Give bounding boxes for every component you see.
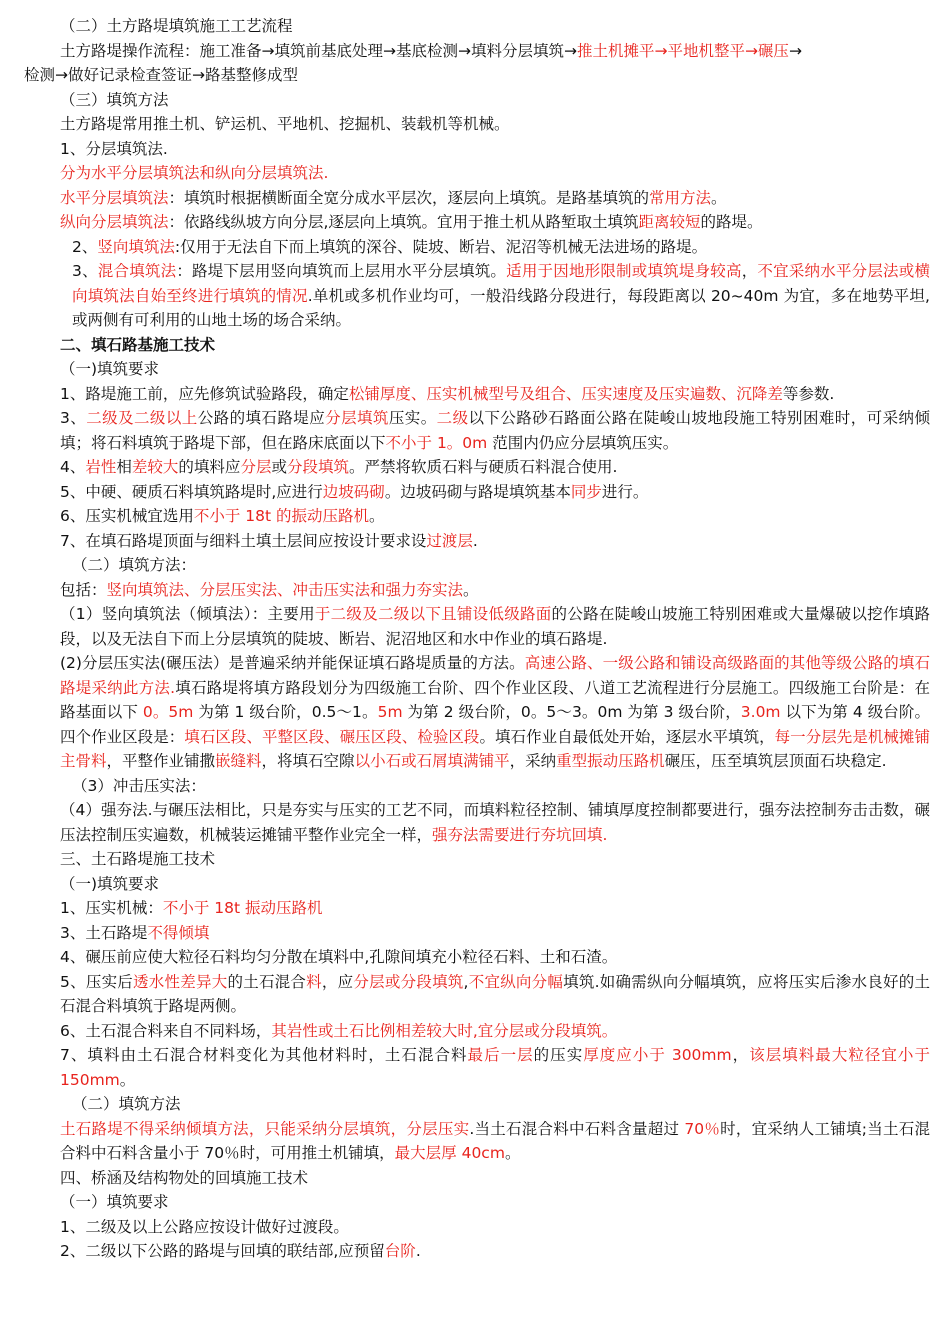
highlighted-text: 距离较短 <box>638 213 701 231</box>
text-run: 6、压实机械宜选用 <box>60 507 194 525</box>
highlighted-text: 混合填筑法 <box>97 262 177 280</box>
paragraph <box>24 847 930 872</box>
paragraph <box>24 137 930 162</box>
text-run: 的压实 <box>533 1046 584 1064</box>
paragraph <box>24 1215 930 1240</box>
highlighted-text: 过渡层 <box>426 531 473 550</box>
paragraph <box>24 480 930 505</box>
highlighted-text: 分层填筑 <box>325 409 389 427</box>
text-run: 压实。 <box>388 409 437 427</box>
text-run: 3、土石路堤 <box>60 923 148 942</box>
paragraph <box>24 1092 930 1117</box>
text-run: 的公路在陡峻山坡施工特别困难或大量爆破以挖作填路段，以及无法自下而上分层填筑的陡坡、断岩、泥沼地区和水中作业的填石路堤. <box>60 605 930 648</box>
text-run: 1、分层填筑法. <box>60 139 168 158</box>
highlighted-text: 厚度应小于 300mm <box>583 1046 732 1064</box>
text-run: 。填石作业自最低处开始，逐层水平填筑， <box>479 727 775 746</box>
highlighted-text: 分为水平分层填筑法和纵向分层填筑法. <box>60 164 329 182</box>
highlighted-text: 最大层厚 40cm <box>394 1144 505 1162</box>
highlighted-text: 常用方法 <box>649 188 712 207</box>
highlighted-text: 分段填筑 <box>286 458 349 476</box>
paragraph <box>24 186 930 211</box>
text-run: 二、填石路基施工技术 <box>60 335 216 354</box>
text-run: 1、路堤施工前，应先修筑试验路段，确定 <box>60 384 349 403</box>
highlighted-text: 二级 <box>436 409 469 427</box>
text-run: 以下公路砂石路面公路在陡峻山坡地段施工特别困难时，可采纳倾填；将石料填筑于路堤下部，但在路床底面以下 <box>60 409 930 452</box>
text-run: ：填筑时根据横断面全宽分成水平层次，逐层向上填筑。是路基填筑的 <box>168 188 650 207</box>
text-run: 2、 <box>72 237 98 256</box>
highlighted-text: 5m <box>377 703 403 721</box>
highlighted-text: 适用于因地形限制或填筑堤身较高 <box>506 262 742 280</box>
highlighted-text: 台阶 <box>384 1242 416 1260</box>
paragraph <box>24 798 930 847</box>
paragraph <box>24 553 930 578</box>
text-run: 填筑.如确需纵向分幅填筑，应将压实后渗水良好的土石混合料填筑于路堤两侧。 <box>60 972 930 1015</box>
text-run: 4、 <box>60 458 86 476</box>
highlighted-text: 纵向分层填筑法 <box>60 213 169 231</box>
document-body <box>24 14 930 1264</box>
highlighted-text: 不得倾填 <box>147 923 210 942</box>
highlighted-text: 土石路堤不得采纳倾填方法，只能采纳分层填筑，分层压实 <box>60 1119 470 1138</box>
highlighted-text: 以小石或石屑填满铺平 <box>354 752 510 770</box>
text-run: ，应 <box>321 972 354 991</box>
paragraph <box>24 357 930 382</box>
paragraph <box>24 88 930 113</box>
paragraph <box>24 1190 930 1215</box>
text-run: （一)填筑要求 <box>60 360 160 378</box>
text-run: 7、填料由土石混合材料变化为其他材料时，土石混合料 <box>60 1046 468 1064</box>
paragraph <box>24 1019 930 1044</box>
text-run: 三、土石路堤施工技术 <box>60 850 216 868</box>
text-run: 3、 <box>72 262 98 280</box>
text-run: 6、土石混合料来自不同料场， <box>60 1021 272 1040</box>
paragraph <box>24 39 930 64</box>
highlighted-text: 分层或分段填筑 <box>353 972 464 991</box>
highlighted-text: 二级及二级以上 <box>86 409 198 427</box>
text-run: 碾压，压至填筑层顶面石块稳定. <box>664 752 887 770</box>
text-run: :仅用于无法自下而上填筑的深谷、陡坡、断岩、泥沼等机械无法进场的路堤。 <box>174 237 708 256</box>
paragraph <box>24 210 930 235</box>
highlighted-text: 3.0m <box>740 703 781 721</box>
text-run: .单机或多机作业均可，一般沿线路分段进行，每段距离以 20~40m 为宜，多在地势平坦,或两侧有可利用的山地土场的场合采纳。 <box>72 286 930 329</box>
text-run: 。 <box>504 1144 521 1162</box>
paragraph <box>24 455 930 480</box>
text-run: 3、 <box>60 409 87 427</box>
highlighted-text: 嵌缝料 <box>215 752 262 770</box>
highlighted-text: 强夯法需要进行夯坑回填. <box>432 825 608 844</box>
text-run: （二）填筑方法： <box>72 556 197 574</box>
text-run: 四、桥涵及结构物处的回填施工技术 <box>60 1168 309 1187</box>
paragraph <box>24 1117 930 1166</box>
text-run: 为第 2 级台阶，0。5～3。0m 为第 3 级台阶， <box>402 703 741 721</box>
paragraph <box>24 1239 930 1264</box>
text-run: 。 <box>463 580 479 599</box>
paragraph <box>24 872 930 897</box>
text-run: ：路堤下层用竖向填筑而上层用水平分层填筑。 <box>176 262 507 280</box>
text-run: 的土石混合 <box>227 972 307 991</box>
text-run: 土方路堤常用推土机、铲运机、平地机、挖掘机、装载机等机械。 <box>60 115 510 133</box>
highlighted-text: 填石区段、平整区段、碾压区段、检验区段 <box>184 727 480 746</box>
paragraph <box>24 333 930 358</box>
text-run: . <box>415 1242 421 1260</box>
paragraph <box>24 504 930 529</box>
highlighted-text: 该层填料最大粒径宜小于 150mm <box>60 1046 930 1089</box>
text-run: 2、二级以下公路的路堤与回填的联结部,应预留 <box>60 1242 385 1260</box>
text-run: 。 <box>119 1070 136 1089</box>
text-run: 等参数. <box>782 384 835 403</box>
text-run: 。严禁将软质石料与硬质石料混合使用. <box>348 458 618 476</box>
text-run: 土方路堤操作流程：施工准备→填筑前基底处理→基底检测→填料分层填筑→ <box>60 41 577 60</box>
text-run: (2)分层压实法(碾压法）是普遍采纳并能保证填石路堤质量的方法。 <box>60 654 525 672</box>
highlighted-text: 竖向填筑法 <box>97 237 175 256</box>
text-run: . <box>472 531 478 550</box>
text-run: 1、压实机械： <box>60 899 163 917</box>
paragraph <box>24 259 930 333</box>
paragraph <box>24 578 930 603</box>
highlighted-text: 边坡码砌 <box>322 482 385 501</box>
text-run: 4、碾压前应使大粒径石料均匀分散在填料中,孔隙间填充小粒径石料、土和石渣。 <box>60 948 618 966</box>
highlighted-text: 差较大 <box>131 458 179 476</box>
text-run: 范围内仍应分层填筑压实。 <box>487 433 679 452</box>
text-run: ， <box>731 1046 750 1064</box>
paragraph <box>24 1043 930 1092</box>
text-run: 5、压实后 <box>60 972 134 991</box>
highlighted-text: 不小于 1。0m <box>385 433 488 452</box>
text-run: （二）填筑方法 <box>72 1095 181 1113</box>
text-run: 的填料应 <box>178 458 241 476</box>
highlighted-text: 竖向填筑法、分层压实法、冲击压实法和强力夯实法 <box>106 580 464 599</box>
highlighted-text: 最后一层 <box>467 1046 534 1064</box>
text-run: 1、二级及以上公路应按设计做好过渡段。 <box>60 1217 349 1236</box>
paragraph <box>24 235 930 260</box>
text-run: ，将填石空隙 <box>261 752 355 770</box>
highlighted-text: 推土机摊平→平地机整平→碾压 <box>576 41 789 60</box>
text-run: → <box>788 41 802 60</box>
highlighted-text: 0。5m <box>142 703 194 721</box>
highlighted-text: 不宜纵向分幅 <box>468 972 564 991</box>
text-run: 填石路堤将填方路段划分为四级施工台阶、四个作业区段、八道工艺流程进行分层施工。四级施工台阶是：在路基面以下 <box>60 678 930 721</box>
text-run: 。边坡码砌与路堤填筑基本 <box>384 482 571 501</box>
paragraph <box>24 945 930 970</box>
paragraph <box>24 112 930 137</box>
text-run: 时，宜采纳人工铺填;当土石混合料中石料含量小于 70％时，可用推土机铺填， <box>60 1119 930 1162</box>
text-run: （二）土方路堤填筑施工工艺流程 <box>60 17 293 35</box>
highlighted-text: 重型振动压路机 <box>556 752 665 770</box>
highlighted-text: 其岩性或土石比例相差较大时,宜分层或分段填筑。 <box>271 1021 618 1040</box>
text-run: 包括： <box>60 580 107 599</box>
highlighted-text: 透水性差异大 <box>133 972 228 991</box>
paragraph <box>24 651 930 774</box>
text-run: 或 <box>271 458 287 476</box>
text-run: ，平整作业铺撒 <box>106 752 216 770</box>
text-run: ， <box>741 262 758 280</box>
paragraph <box>24 1166 930 1191</box>
text-run: （3）冲击压实法： <box>72 776 206 795</box>
text-run: 7、在填石路堤顶面与细料土填土层间应按设计要求设 <box>60 531 427 550</box>
text-run: 公路的填石路堤应 <box>197 409 326 427</box>
paragraph <box>24 406 930 455</box>
highlighted-text: 不小于 18t 的振动压路机 <box>193 507 370 525</box>
text-run: 5、中硬、硬质石料填筑路堤时,应进行 <box>60 482 323 501</box>
text-run: 检测→做好记录检查签证→路基整修成型 <box>24 66 298 84</box>
paragraph <box>24 970 930 1019</box>
text-run: 以下为第 4 级台阶。四个作业区段是： <box>60 703 930 746</box>
text-run: ，采纳 <box>509 752 557 770</box>
highlighted-text: 于二级及二级以下且铺设低级路面 <box>314 605 552 623</box>
highlighted-text: 分层 <box>240 458 272 476</box>
text-run: （4）强夯法.与碾压法相比，只是夯实与压实的工艺不同，而填料粒径控制、铺填厚度控制都要进行，强夯法控制夯击击数，碾压法控制压实遍数，机械装运摊铺平整作业完全一样， <box>60 801 930 844</box>
paragraph <box>24 921 930 946</box>
paragraph <box>24 896 930 921</box>
highlighted-text: 水平分层填筑法 <box>60 188 169 207</box>
highlighted-text: 高速公路、一级公路和铺设高级路面的其他等级公路的填石路堤采纳此方法. <box>60 654 930 697</box>
paragraph <box>24 382 930 407</box>
highlighted-text: 不小于 18t 振动压路机 <box>162 899 323 917</box>
text-run: 。 <box>711 188 727 207</box>
text-run: （一）填筑要求 <box>60 1193 169 1211</box>
paragraph <box>24 529 930 554</box>
text-run: .当土石混合料中石料含量超过 <box>469 1119 685 1138</box>
highlighted-text: 每一分层先是机械摊铺主骨料 <box>60 727 930 770</box>
text-run: 进行。 <box>601 482 649 501</box>
text-run: 为第 1 级台阶，0.5～1。 <box>193 703 378 721</box>
text-run: 相 <box>116 458 132 476</box>
text-run: （1）竖向填筑法（倾填法）：主要用 <box>60 605 315 623</box>
highlighted-text: 松铺厚度、压实机械型号及组合、压实速度及压实遍数、沉降差 <box>348 384 783 403</box>
paragraph <box>24 161 930 186</box>
highlighted-text: 70％ <box>684 1119 721 1138</box>
paragraph <box>24 774 930 799</box>
text-run: 。 <box>369 507 385 525</box>
text-run: ：依路线纵坡方向分层,逐层向上填筑。宜用于推土机从路堑取土填筑 <box>168 213 639 231</box>
text-run: , <box>463 972 469 991</box>
paragraph <box>24 14 930 39</box>
text-run: （一)填筑要求 <box>60 874 160 893</box>
highlighted-text: 同步 <box>570 482 602 501</box>
text-run: 的路堤。 <box>700 213 763 231</box>
paragraph <box>24 63 930 88</box>
paragraph <box>24 602 930 651</box>
highlighted-text: 不宜采纳水平分层法或横向填筑法自始至终进行填筑的情况 <box>72 262 930 305</box>
highlighted-text: 料 <box>306 972 322 991</box>
highlighted-text: 岩性 <box>85 458 117 476</box>
text-run: （三）填筑方法 <box>60 90 169 109</box>
